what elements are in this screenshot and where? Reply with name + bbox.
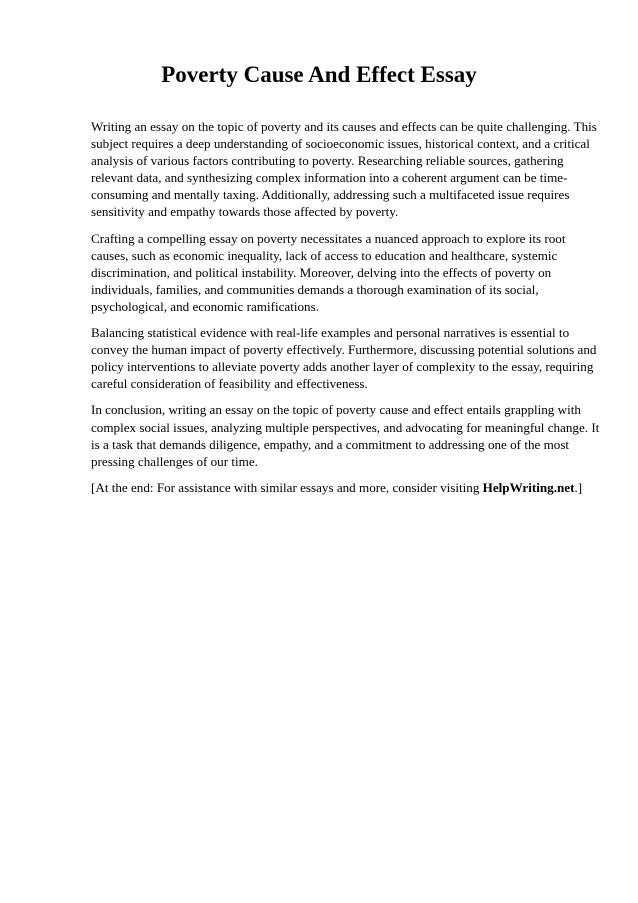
brand-link[interactable]: HelpWriting.net	[482, 479, 575, 495]
paragraph-causes: Crafting a compelling essay on poverty necessitates a nuanced approach to explore its root causes, such as economic inequality, lack of access to education and healthcare, systemic discrimination, and political instability. Moreover, delving into the effects of poverty on individuals, families, and communities demands a thorough examination of its social, psychological, and economic ramifications.	[91, 230, 566, 314]
closing-prefix: [At the end: For assistance with similar essays and more, consider visiting	[91, 479, 483, 495]
document-title: Poverty Cause And Effect Essay	[161, 62, 477, 87]
document-body	[91, 118, 604, 505]
paragraph-conclusion: In conclusion, writing an essay on the topic of poverty cause and effect entails grappling with complex social issues, analyzing multiple perspectives, and advocating for meaningful change. It is a task that demands diligence, empathy, and a commitment to addressing one of the most pressing challenges of our time.	[91, 402, 600, 469]
closing-suffix: .]	[574, 479, 583, 495]
closing-note	[91, 479, 604, 496]
paragraph-evidence: Balancing statistical evidence with real-life examples and personal narratives is essential to convey the human impact of poverty effectively. Furthermore, discussing potential solutions and policy interventions to alleviate poverty adds another layer of complexity to the essay, requiring careful consideration of feasibility and effectiveness.	[91, 325, 597, 392]
paragraph-intro: Writing an essay on the topic of poverty and its causes and effects can be quite challenging. This subject requires a deep understanding of socioeconomic issues, historical context, and a critical analysis of various factors contributing to poverty. Researching reliable sources, gathering relevant data, and synthesizing complex information into a coherent argument can be time-consuming and mentally taxing. Additionally, addressing such a multifaceted issue requires sensitivity and empathy towards those affected by poverty.	[91, 119, 597, 220]
